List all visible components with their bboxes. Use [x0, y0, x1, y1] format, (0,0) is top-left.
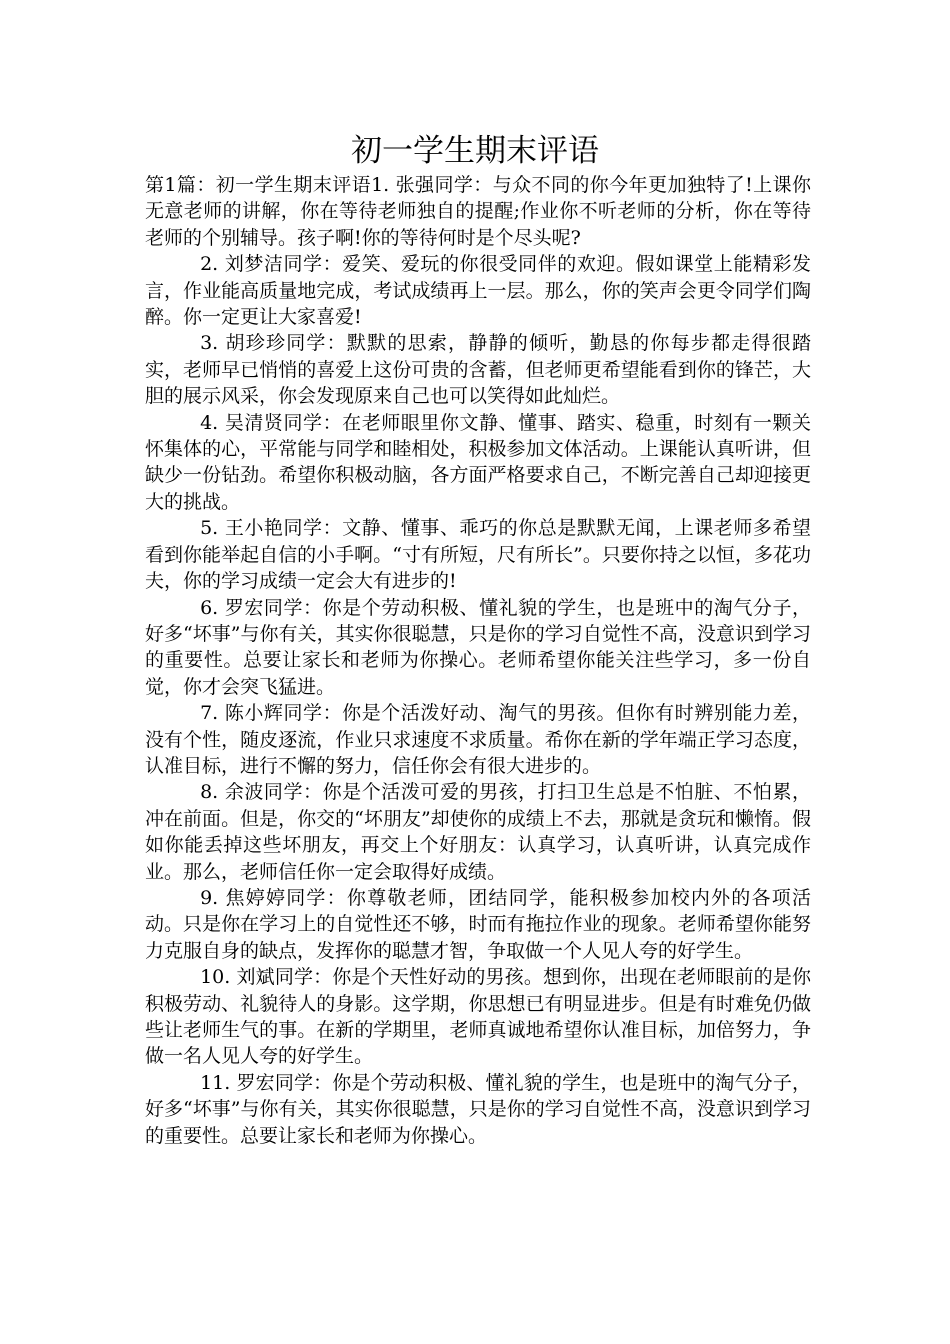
paragraph-9: 9. 焦婷婷同学：你尊敬老师，团结同学，能积极参加校内外的各项活动。只是你在学习上的自觉性还不够，时而有拖拉作业的现象。老师希望你能努力克服自身的缺点，发挥你的聪慧才智，争取做一个人见人夸的好学生。: [145, 886, 811, 962]
paragraph-2: 2. 刘梦洁同学：爱笑、爱玩的你很受同伴的欢迎。假如课堂上能精彩发言，作业能高质量地完成，考试成绩再上一层。那么，你的笑声会更令同学们陶醉。你一定更让大家喜爱!: [145, 253, 811, 329]
document-body: [145, 172, 811, 1149]
paragraph-6: 6. 罗宏同学：你是个劳动积极、懂礼貌的学生，也是班中的淘气分子，好多“坏事”与你有关，其实你很聪慧，只是你的学习自觉性不高，没意识到学习的重要性。总要让家长和老师为你操心。老师希望你能关注些学习，多一份自觉，你才会突飞猛进。: [145, 596, 811, 698]
paragraph-3: 3. 胡珍珍同学：默默的思索，静静的倾听，勤恳的你每步都走得很踏实，老师早已悄悄的喜爱上这份可贵的含蓄，但老师更希望能看到你的锋芒，大胆的展示风采，你会发现原来自己也可以笑得如此灿烂。: [145, 332, 811, 408]
paragraph-1: 第1篇：初一学生期末评语1. 张强同学：与众不同的你今年更加独特了!上课你无意老师的讲解，你在等待老师独自的提醒;作业你不听老师的分析，你在等待老师的个别辅导。孩子啊!你的等待何时是个尽头呢?: [145, 174, 811, 249]
paragraph-5: 5. 王小艳同学：文静、懂事、乖巧的你总是默默无闻，上课老师多希望看到你能举起自信的小手啊。“寸有所短，尺有所长”。只要你持之以恒，多花功夫，你的学习成绩一定会大有进步的!: [145, 517, 811, 593]
paragraph-7: 7. 陈小辉同学：你是个活泼好动、淘气的男孩。但你有时辨别能力差，没有个性，随皮逐流，作业只求速度不求质量。希你在新的学年端正学习态度，认准目标，进行不懈的努力，信任你会有很大进步的。: [145, 702, 811, 777]
paragraph-10: 10. 刘斌同学：你是个天性好动的男孩。想到你，出现在老师眼前的是你积极劳动、礼貌待人的身影。这学期，你思想已有明显进步。但是有时难免仍做些让老师生气的事。在新的学期里，老师真诚地希望你认准目标，加倍努力，争做一名人见人夸的好学生。: [145, 966, 811, 1068]
paragraph-8: 8. 余波同学：你是个活泼可爱的男孩，打扫卫生总是不怕脏、不怕累，冲在前面。但是，你交的“坏朋友”却使你的成绩上不去，那就是贪玩和懒惰。假如你能丢掉这些坏朋友，再交上个好朋友：认真学习，认真听讲，认真完成作业。那么，老师信任你一定会取得好成绩。: [145, 781, 811, 883]
paragraph-4: 4. 吴清贤同学：在老师眼里你文静、懂事、踏实、稳重，时刻有一颗关怀集体的心，平常能与同学和睦相处，积极参加文体活动。上课能认真听讲，但缺少一份钻劲。希望你积极动脑，各方面严格要求自己，不断完善自己却迎接更大的挑战。: [145, 411, 811, 513]
document-title: 初一学生期末评语: [351, 133, 599, 169]
paragraph-11: 11. 罗宏同学：你是个劳动积极、懂礼貌的学生，也是班中的淘气分子，好多“坏事”与你有关，其实你很聪慧，只是你的学习自觉性不高，没意识到学习的重要性。总要让家长和老师为你操心。: [145, 1071, 811, 1147]
